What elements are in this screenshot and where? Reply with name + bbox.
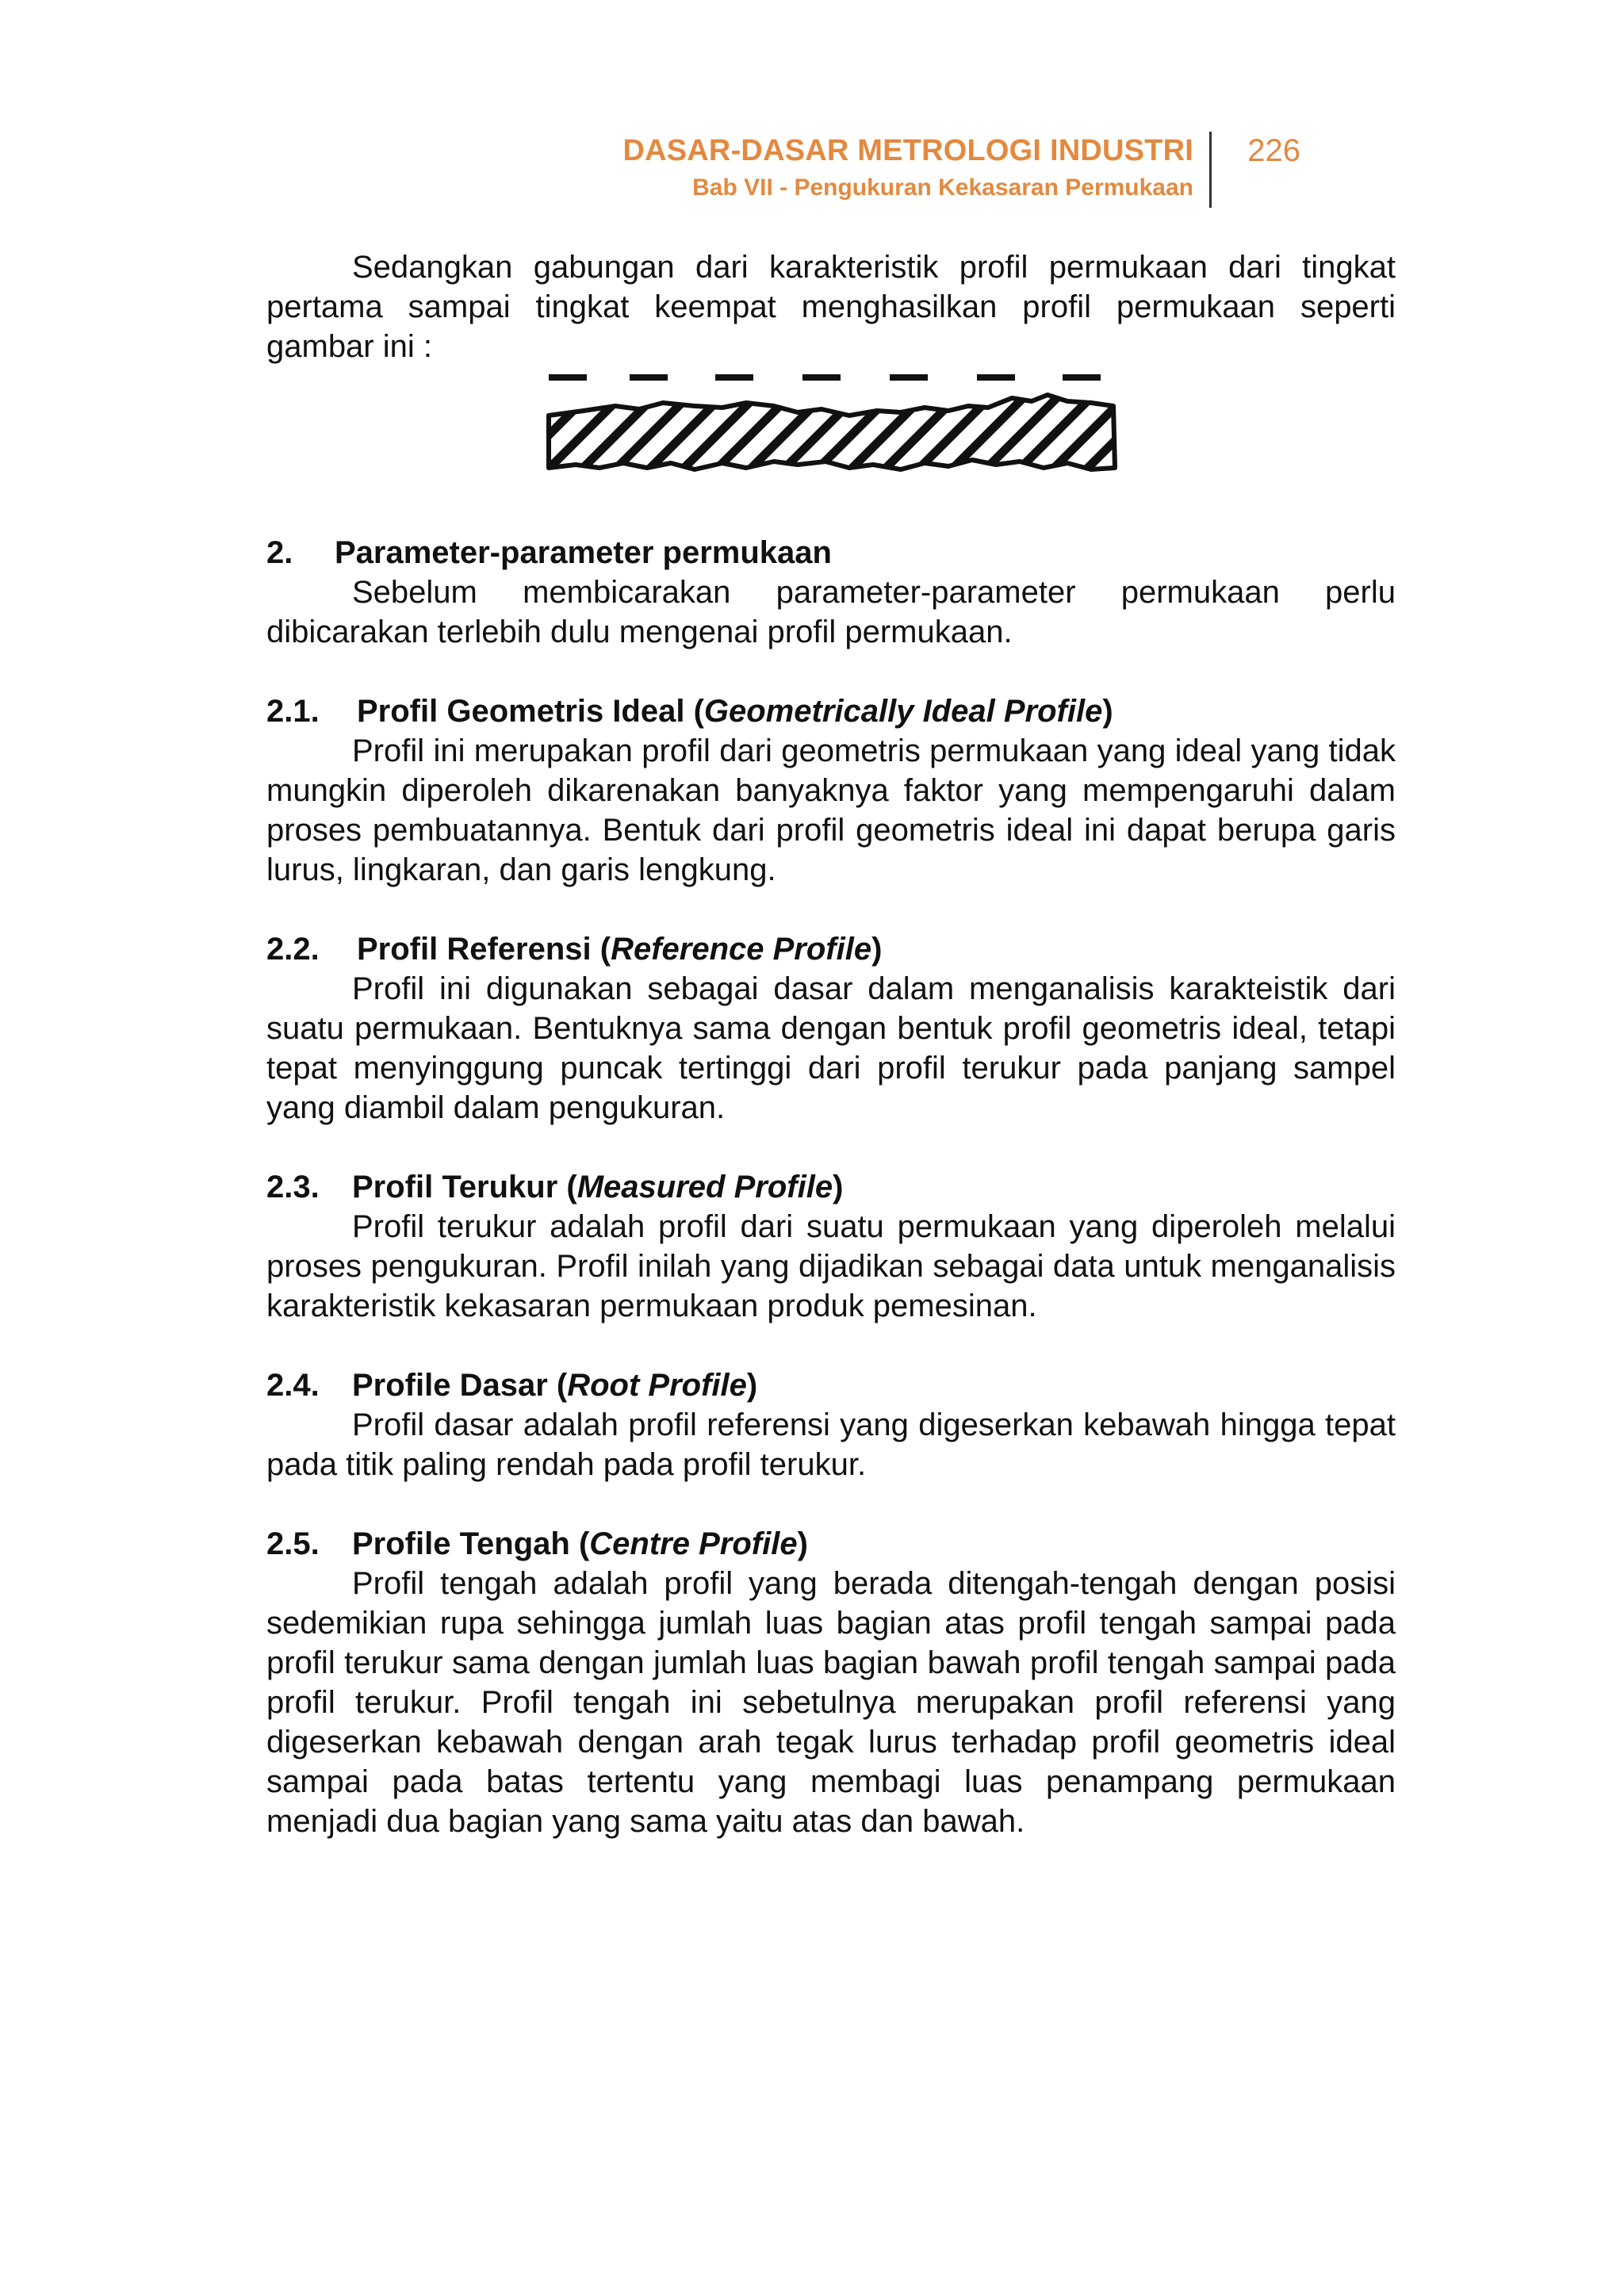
section-2-5-body: Profil tengah adalah profil yang berada ditengah-tengah dengan posisi sedemikian rupa sehingga jumlah luas bagian atas profil tengah sampai pada profil terukur sama dengan jumlah luas bagian bawah profil tengah sampai pada profil terukur. Profil tengah ini sebetulnya merupakan profil referensi yang digeserkan kebawah dengan arah tegak lurus terhadap profil geometris ideal sampai pada batas tertentu yang membagi luas penampang permukaan menjadi dua bagian yang sama yaitu atas dan bawah. — [266, 1566, 1396, 1839]
section-2-2-title-close: ) — [871, 932, 883, 967]
section-2-2-body: Profil ini digunakan sebagai dasar dalam menganalisis karakteistik dari suatu permukaan. Bentuknya sama dengan bentuk profil geometris ideal, tetapi tepat menyinggung puncak tertinggi dari profil terukur pada panjang sampel yang diambil dalam pengukuran. — [266, 971, 1396, 1125]
section-2-2-number: 2.2. — [266, 932, 320, 967]
section-2-4-body: Profil dasar adalah profil referensi yang digeserkan kebawah hingga tepat pada titik paling rendah pada profil terukur. — [266, 1407, 1396, 1482]
section-2-5-title-close: ) — [797, 1526, 808, 1561]
section-2-3-heading — [266, 1167, 1396, 1207]
section-2-1-number: 2.1. — [266, 694, 320, 729]
section-2-3-title-italic: Measured Profile — [576, 1170, 833, 1204]
section-2-5-number: 2.5. — [266, 1526, 320, 1561]
surface-profile-illustration — [536, 374, 1123, 525]
page-number: 226 — [1247, 133, 1300, 168]
page-content — [266, 247, 1396, 1841]
section-2-5-title: Profile Tengah ( — [352, 1526, 590, 1561]
section-2-4-title-close: ) — [746, 1368, 758, 1403]
header-divider — [1209, 132, 1212, 208]
section-2-1-title: Profil Geometris Ideal ( — [357, 694, 704, 729]
section-2-2-title: Profil Referensi ( — [357, 932, 611, 967]
section-2-1-title-close: ) — [1102, 694, 1113, 729]
section-2-1-body: Profil ini merupakan profil dari geometris permukaan yang ideal yang tidak mungkin diperoleh dikarenakan banyaknya faktor yang mempengaruhi dalam proses pembuatannya. Bentuk dari profil geometris ideal ini dapat berupa garis lurus, lingkaran, dan garis lengkung. — [266, 733, 1396, 887]
section-2-3-number: 2.3. — [266, 1170, 320, 1204]
section-2-1-title-italic: Geometrically Ideal Profile — [703, 694, 1103, 729]
intro-paragraph: Sedangkan gabungan dari karakteristik profil permukaan dari tingkat pertama sampai tingkat keempat menghasilkan profil permukaan seperti gambar ini : — [266, 250, 1396, 364]
section-2-4-title: Profile Dasar ( — [352, 1368, 568, 1403]
page-header — [515, 127, 1316, 214]
reference-dashes — [549, 374, 1101, 381]
section-2-heading — [266, 533, 1396, 573]
header-text — [622, 133, 1193, 205]
header-subtitle: Bab VII - Pengukuran Kekasaran Permukaan — [692, 174, 1193, 201]
section-2-body: Sebelum membicarakan parameter-parameter permukaan perlu dibicarakan terlebih dulu mengenai profil permukaan. — [266, 575, 1396, 649]
section-2-2-heading — [266, 929, 1396, 969]
section-2-2-title-italic: Reference Profile — [611, 932, 872, 967]
section-2-4-title-italic: Root Profile — [567, 1368, 747, 1403]
header-title: DASAR-DASAR METROLOGI INDUSTRI — [622, 134, 1193, 167]
section-2-3-title: Profil Terukur ( — [352, 1170, 577, 1204]
section-2-3-body: Profil terukur adalah profil dari suatu permukaan yang diperoleh melalui proses pengukuran. Profil inilah yang dijadikan sebagai data untuk menganalisis karakteristik kekasaran permukaan produk pemesinan. — [266, 1209, 1396, 1323]
section-2-5-title-italic: Centre Profile — [589, 1526, 798, 1561]
surface-profile-figure — [266, 366, 1396, 533]
section-2-number: 2. — [266, 535, 293, 570]
section-2-1-heading — [266, 691, 1396, 731]
section-2-4-heading — [266, 1365, 1396, 1405]
section-2-title: Parameter-parameter permukaan — [335, 535, 832, 570]
section-2-4-number: 2.4. — [266, 1368, 320, 1403]
section-2-5-heading — [266, 1524, 1396, 1564]
section-2-3-title-close: ) — [833, 1170, 844, 1204]
